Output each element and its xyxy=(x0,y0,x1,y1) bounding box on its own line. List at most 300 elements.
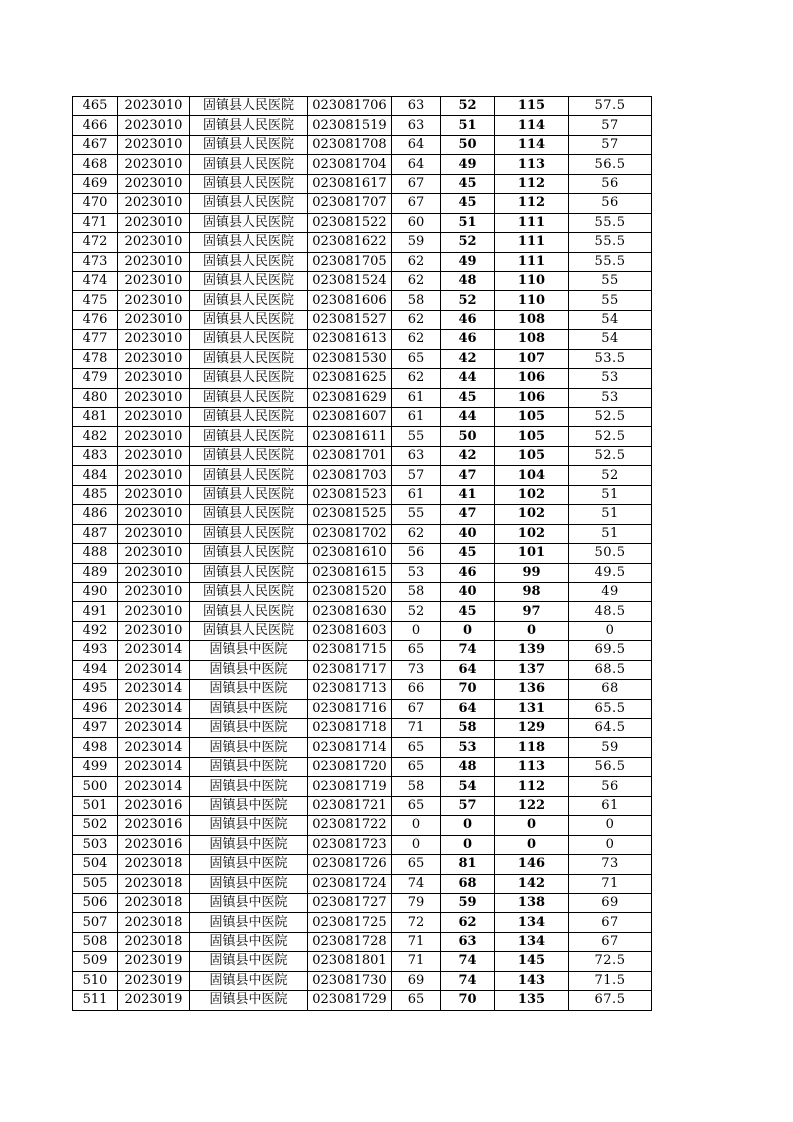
cell-average-score: 53.5 xyxy=(569,349,652,368)
cell-ticket-number: 023081702 xyxy=(308,524,392,543)
cell-unit: 固镇县人民医院 xyxy=(190,310,308,329)
cell-position-code: 2023010 xyxy=(118,485,190,504)
cell-ticket-number: 023081728 xyxy=(308,932,392,951)
cell-unit: 固镇县中医院 xyxy=(190,699,308,718)
cell-ticket-number: 023081613 xyxy=(308,330,392,349)
cell-seq: 486 xyxy=(73,505,118,524)
cell-total-score: 135 xyxy=(495,991,569,1010)
cell-score-2: 44 xyxy=(441,408,495,427)
cell-score-1: 58 xyxy=(392,777,441,796)
table-row xyxy=(73,97,652,116)
table-row xyxy=(73,738,652,757)
cell-total-score: 110 xyxy=(495,291,569,310)
table-row xyxy=(73,893,652,912)
cell-average-score: 72.5 xyxy=(569,952,652,971)
cell-total-score: 112 xyxy=(495,174,569,193)
cell-score-2: 45 xyxy=(441,602,495,621)
cell-score-1: 0 xyxy=(392,835,441,854)
cell-score-1: 53 xyxy=(392,563,441,582)
cell-total-score: 97 xyxy=(495,602,569,621)
cell-ticket-number: 023081524 xyxy=(308,271,392,290)
cell-total-score: 143 xyxy=(495,971,569,990)
cell-total-score: 102 xyxy=(495,524,569,543)
cell-score-1: 69 xyxy=(392,971,441,990)
cell-score-2: 52 xyxy=(441,233,495,252)
cell-average-score: 53 xyxy=(569,388,652,407)
cell-position-code: 2023018 xyxy=(118,913,190,932)
cell-position-code: 2023016 xyxy=(118,816,190,835)
cell-unit: 固镇县中医院 xyxy=(190,738,308,757)
cell-unit: 固镇县人民医院 xyxy=(190,408,308,427)
cell-unit: 固镇县中医院 xyxy=(190,777,308,796)
cell-unit: 固镇县人民医院 xyxy=(190,174,308,193)
cell-unit: 固镇县人民医院 xyxy=(190,155,308,174)
cell-score-2: 40 xyxy=(441,582,495,601)
cell-position-code: 2023010 xyxy=(118,349,190,368)
cell-total-score: 122 xyxy=(495,796,569,815)
cell-total-score: 0 xyxy=(495,835,569,854)
cell-ticket-number: 023081610 xyxy=(308,544,392,563)
cell-score-2: 64 xyxy=(441,699,495,718)
cell-average-score: 54 xyxy=(569,310,652,329)
cell-total-score: 114 xyxy=(495,135,569,154)
table-row xyxy=(73,971,652,990)
cell-average-score: 56.5 xyxy=(569,155,652,174)
cell-ticket-number: 023081530 xyxy=(308,349,392,368)
cell-average-score: 52.5 xyxy=(569,427,652,446)
cell-score-2: 0 xyxy=(441,621,495,640)
cell-position-code: 2023010 xyxy=(118,582,190,601)
cell-average-score: 56 xyxy=(569,777,652,796)
cell-ticket-number: 023081727 xyxy=(308,893,392,912)
cell-average-score: 61 xyxy=(569,796,652,815)
table-row xyxy=(73,777,652,796)
cell-unit: 固镇县中医院 xyxy=(190,660,308,679)
cell-ticket-number: 023081730 xyxy=(308,971,392,990)
cell-total-score: 104 xyxy=(495,466,569,485)
cell-position-code: 2023019 xyxy=(118,952,190,971)
cell-position-code: 2023019 xyxy=(118,971,190,990)
cell-ticket-number: 023081625 xyxy=(308,369,392,388)
table-row xyxy=(73,233,652,252)
cell-ticket-number: 023081723 xyxy=(308,835,392,854)
cell-average-score: 56.5 xyxy=(569,757,652,776)
cell-position-code: 2023010 xyxy=(118,174,190,193)
cell-score-2: 46 xyxy=(441,330,495,349)
cell-score-2: 46 xyxy=(441,310,495,329)
cell-score-1: 57 xyxy=(392,466,441,485)
cell-score-1: 0 xyxy=(392,816,441,835)
cell-score-2: 0 xyxy=(441,835,495,854)
table-row xyxy=(73,505,652,524)
cell-unit: 固镇县中医院 xyxy=(190,893,308,912)
cell-score-1: 73 xyxy=(392,660,441,679)
cell-seq: 509 xyxy=(73,952,118,971)
cell-unit: 固镇县中医院 xyxy=(190,796,308,815)
cell-average-score: 52 xyxy=(569,466,652,485)
cell-score-2: 63 xyxy=(441,932,495,951)
cell-average-score: 52.5 xyxy=(569,446,652,465)
cell-score-1: 65 xyxy=(392,641,441,660)
cell-ticket-number: 023081704 xyxy=(308,155,392,174)
cell-position-code: 2023010 xyxy=(118,505,190,524)
table-row xyxy=(73,252,652,271)
cell-average-score: 0 xyxy=(569,621,652,640)
cell-seq: 505 xyxy=(73,874,118,893)
table-row xyxy=(73,116,652,135)
cell-total-score: 106 xyxy=(495,388,569,407)
cell-seq: 494 xyxy=(73,660,118,679)
cell-average-score: 71.5 xyxy=(569,971,652,990)
cell-average-score: 73 xyxy=(569,855,652,874)
cell-position-code: 2023018 xyxy=(118,855,190,874)
cell-unit: 固镇县人民医院 xyxy=(190,97,308,116)
cell-score-2: 50 xyxy=(441,427,495,446)
cell-seq: 480 xyxy=(73,388,118,407)
cell-unit: 固镇县中医院 xyxy=(190,816,308,835)
cell-position-code: 2023018 xyxy=(118,874,190,893)
cell-position-code: 2023010 xyxy=(118,602,190,621)
cell-score-1: 66 xyxy=(392,680,441,699)
cell-score-2: 62 xyxy=(441,913,495,932)
cell-position-code: 2023010 xyxy=(118,427,190,446)
table-row xyxy=(73,660,652,679)
cell-ticket-number: 023081523 xyxy=(308,485,392,504)
cell-seq: 500 xyxy=(73,777,118,796)
cell-seq: 484 xyxy=(73,466,118,485)
cell-average-score: 65.5 xyxy=(569,699,652,718)
cell-total-score: 113 xyxy=(495,155,569,174)
cell-score-1: 55 xyxy=(392,505,441,524)
table-row xyxy=(73,699,652,718)
table-row xyxy=(73,524,652,543)
cell-unit: 固镇县人民医院 xyxy=(190,427,308,446)
cell-ticket-number: 023081701 xyxy=(308,446,392,465)
cell-seq: 479 xyxy=(73,369,118,388)
cell-average-score: 68.5 xyxy=(569,660,652,679)
cell-score-2: 51 xyxy=(441,213,495,232)
cell-score-2: 68 xyxy=(441,874,495,893)
cell-unit: 固镇县人民医院 xyxy=(190,330,308,349)
cell-score-2: 40 xyxy=(441,524,495,543)
cell-unit: 固镇县人民医院 xyxy=(190,582,308,601)
cell-score-2: 59 xyxy=(441,893,495,912)
cell-ticket-number: 023081725 xyxy=(308,913,392,932)
cell-ticket-number: 023081718 xyxy=(308,719,392,738)
table-row xyxy=(73,310,652,329)
cell-ticket-number: 023081720 xyxy=(308,757,392,776)
cell-total-score: 101 xyxy=(495,544,569,563)
table-row xyxy=(73,835,652,854)
table-row xyxy=(73,855,652,874)
cell-score-1: 71 xyxy=(392,952,441,971)
table-row xyxy=(73,719,652,738)
cell-score-2: 64 xyxy=(441,660,495,679)
cell-ticket-number: 023081801 xyxy=(308,952,392,971)
cell-average-score: 55.5 xyxy=(569,252,652,271)
table-row xyxy=(73,388,652,407)
cell-score-2: 48 xyxy=(441,271,495,290)
cell-unit: 固镇县人民医院 xyxy=(190,602,308,621)
cell-average-score: 52.5 xyxy=(569,408,652,427)
cell-score-1: 62 xyxy=(392,330,441,349)
cell-position-code: 2023014 xyxy=(118,719,190,738)
cell-total-score: 102 xyxy=(495,505,569,524)
cell-score-1: 63 xyxy=(392,116,441,135)
cell-unit: 固镇县人民医院 xyxy=(190,135,308,154)
cell-seq: 478 xyxy=(73,349,118,368)
cell-unit: 固镇县中医院 xyxy=(190,932,308,951)
cell-score-2: 52 xyxy=(441,291,495,310)
table-row xyxy=(73,796,652,815)
cell-total-score: 142 xyxy=(495,874,569,893)
cell-ticket-number: 023081607 xyxy=(308,408,392,427)
cell-unit: 固镇县人民医院 xyxy=(190,485,308,504)
cell-score-2: 74 xyxy=(441,971,495,990)
cell-seq: 476 xyxy=(73,310,118,329)
cell-score-1: 67 xyxy=(392,174,441,193)
cell-score-2: 70 xyxy=(441,991,495,1010)
table-row xyxy=(73,932,652,951)
cell-score-2: 49 xyxy=(441,252,495,271)
table-row xyxy=(73,563,652,582)
cell-unit: 固镇县人民医院 xyxy=(190,466,308,485)
cell-seq: 473 xyxy=(73,252,118,271)
cell-score-1: 64 xyxy=(392,135,441,154)
cell-unit: 固镇县人民医院 xyxy=(190,369,308,388)
cell-score-1: 65 xyxy=(392,855,441,874)
cell-average-score: 67 xyxy=(569,932,652,951)
cell-score-1: 63 xyxy=(392,446,441,465)
cell-total-score: 112 xyxy=(495,777,569,796)
cell-total-score: 138 xyxy=(495,893,569,912)
cell-score-2: 44 xyxy=(441,369,495,388)
cell-ticket-number: 023081729 xyxy=(308,991,392,1010)
cell-score-1: 58 xyxy=(392,291,441,310)
cell-average-score: 51 xyxy=(569,524,652,543)
cell-position-code: 2023010 xyxy=(118,408,190,427)
cell-unit: 固镇县人民医院 xyxy=(190,271,308,290)
cell-average-score: 54 xyxy=(569,330,652,349)
cell-seq: 475 xyxy=(73,291,118,310)
cell-ticket-number: 023081630 xyxy=(308,602,392,621)
table-row xyxy=(73,641,652,660)
cell-seq: 487 xyxy=(73,524,118,543)
table-body xyxy=(73,97,652,1011)
cell-score-2: 47 xyxy=(441,505,495,524)
cell-seq: 502 xyxy=(73,816,118,835)
cell-seq: 497 xyxy=(73,719,118,738)
cell-ticket-number: 023081611 xyxy=(308,427,392,446)
cell-score-2: 51 xyxy=(441,116,495,135)
cell-average-score: 48.5 xyxy=(569,602,652,621)
cell-score-1: 64 xyxy=(392,155,441,174)
cell-average-score: 57 xyxy=(569,116,652,135)
cell-total-score: 113 xyxy=(495,757,569,776)
cell-seq: 488 xyxy=(73,544,118,563)
cell-score-2: 45 xyxy=(441,544,495,563)
table-row xyxy=(73,213,652,232)
cell-score-1: 65 xyxy=(392,349,441,368)
cell-position-code: 2023010 xyxy=(118,446,190,465)
cell-score-1: 62 xyxy=(392,271,441,290)
cell-seq: 511 xyxy=(73,991,118,1010)
cell-seq: 490 xyxy=(73,582,118,601)
cell-score-1: 55 xyxy=(392,427,441,446)
cell-average-score: 0 xyxy=(569,835,652,854)
cell-seq: 492 xyxy=(73,621,118,640)
cell-position-code: 2023014 xyxy=(118,738,190,757)
cell-position-code: 2023014 xyxy=(118,777,190,796)
cell-average-score: 57 xyxy=(569,135,652,154)
cell-average-score: 49.5 xyxy=(569,563,652,582)
cell-unit: 固镇县人民医院 xyxy=(190,505,308,524)
cell-average-score: 56 xyxy=(569,174,652,193)
cell-score-2: 74 xyxy=(441,952,495,971)
cell-total-score: 110 xyxy=(495,271,569,290)
cell-ticket-number: 023081706 xyxy=(308,97,392,116)
cell-score-1: 74 xyxy=(392,874,441,893)
cell-average-score: 55 xyxy=(569,271,652,290)
cell-unit: 固镇县人民医院 xyxy=(190,388,308,407)
cell-score-1: 62 xyxy=(392,310,441,329)
cell-score-2: 0 xyxy=(441,816,495,835)
cell-unit: 固镇县人民医院 xyxy=(190,621,308,640)
cell-total-score: 99 xyxy=(495,563,569,582)
cell-unit: 固镇县中医院 xyxy=(190,680,308,699)
cell-score-1: 71 xyxy=(392,932,441,951)
table-row xyxy=(73,135,652,154)
cell-score-2: 58 xyxy=(441,719,495,738)
cell-total-score: 145 xyxy=(495,952,569,971)
cell-seq: 466 xyxy=(73,116,118,135)
cell-position-code: 2023010 xyxy=(118,524,190,543)
cell-ticket-number: 023081615 xyxy=(308,563,392,582)
cell-position-code: 2023010 xyxy=(118,310,190,329)
cell-total-score: 111 xyxy=(495,233,569,252)
cell-average-score: 57.5 xyxy=(569,97,652,116)
cell-score-2: 42 xyxy=(441,349,495,368)
cell-unit: 固镇县中医院 xyxy=(190,952,308,971)
cell-score-2: 42 xyxy=(441,446,495,465)
cell-total-score: 134 xyxy=(495,932,569,951)
cell-total-score: 139 xyxy=(495,641,569,660)
cell-seq: 496 xyxy=(73,699,118,718)
cell-score-1: 72 xyxy=(392,913,441,932)
cell-total-score: 146 xyxy=(495,855,569,874)
cell-position-code: 2023016 xyxy=(118,796,190,815)
cell-score-2: 74 xyxy=(441,641,495,660)
cell-seq: 489 xyxy=(73,563,118,582)
cell-unit: 固镇县人民医院 xyxy=(190,544,308,563)
cell-position-code: 2023010 xyxy=(118,466,190,485)
cell-average-score: 0 xyxy=(569,816,652,835)
cell-seq: 508 xyxy=(73,932,118,951)
cell-position-code: 2023010 xyxy=(118,291,190,310)
table-row xyxy=(73,757,652,776)
cell-score-1: 59 xyxy=(392,233,441,252)
cell-score-2: 41 xyxy=(441,485,495,504)
cell-unit: 固镇县中医院 xyxy=(190,991,308,1010)
cell-ticket-number: 023081622 xyxy=(308,233,392,252)
cell-ticket-number: 023081716 xyxy=(308,699,392,718)
cell-unit: 固镇县中医院 xyxy=(190,855,308,874)
cell-score-2: 57 xyxy=(441,796,495,815)
cell-ticket-number: 023081603 xyxy=(308,621,392,640)
cell-seq: 498 xyxy=(73,738,118,757)
cell-total-score: 105 xyxy=(495,427,569,446)
cell-score-1: 67 xyxy=(392,699,441,718)
cell-score-1: 79 xyxy=(392,893,441,912)
cell-seq: 465 xyxy=(73,97,118,116)
cell-score-2: 81 xyxy=(441,855,495,874)
table-row xyxy=(73,602,652,621)
cell-position-code: 2023018 xyxy=(118,932,190,951)
cell-total-score: 111 xyxy=(495,252,569,271)
cell-total-score: 102 xyxy=(495,485,569,504)
cell-total-score: 105 xyxy=(495,408,569,427)
cell-score-1: 61 xyxy=(392,485,441,504)
cell-unit: 固镇县人民医院 xyxy=(190,213,308,232)
cell-score-1: 71 xyxy=(392,719,441,738)
table-row xyxy=(73,680,652,699)
cell-score-2: 45 xyxy=(441,174,495,193)
cell-total-score: 136 xyxy=(495,680,569,699)
cell-seq: 470 xyxy=(73,194,118,213)
cell-unit: 固镇县人民医院 xyxy=(190,563,308,582)
cell-ticket-number: 023081708 xyxy=(308,135,392,154)
cell-unit: 固镇县中医院 xyxy=(190,719,308,738)
cell-seq: 481 xyxy=(73,408,118,427)
cell-position-code: 2023014 xyxy=(118,641,190,660)
cell-score-2: 54 xyxy=(441,777,495,796)
cell-ticket-number: 023081721 xyxy=(308,796,392,815)
table-row xyxy=(73,330,652,349)
table-row xyxy=(73,544,652,563)
cell-score-1: 58 xyxy=(392,582,441,601)
cell-seq: 491 xyxy=(73,602,118,621)
cell-score-2: 46 xyxy=(441,563,495,582)
cell-score-1: 56 xyxy=(392,544,441,563)
table-row xyxy=(73,952,652,971)
cell-ticket-number: 023081606 xyxy=(308,291,392,310)
cell-score-2: 50 xyxy=(441,135,495,154)
cell-total-score: 114 xyxy=(495,116,569,135)
cell-score-1: 62 xyxy=(392,252,441,271)
cell-ticket-number: 023081703 xyxy=(308,466,392,485)
cell-position-code: 2023010 xyxy=(118,563,190,582)
cell-score-1: 65 xyxy=(392,757,441,776)
cell-total-score: 108 xyxy=(495,310,569,329)
cell-unit: 固镇县人民医院 xyxy=(190,524,308,543)
cell-total-score: 0 xyxy=(495,816,569,835)
cell-seq: 504 xyxy=(73,855,118,874)
cell-position-code: 2023010 xyxy=(118,271,190,290)
cell-average-score: 68 xyxy=(569,680,652,699)
cell-ticket-number: 023081726 xyxy=(308,855,392,874)
table-row xyxy=(73,194,652,213)
cell-ticket-number: 023081522 xyxy=(308,213,392,232)
cell-position-code: 2023016 xyxy=(118,835,190,854)
cell-unit: 固镇县人民医院 xyxy=(190,291,308,310)
cell-score-1: 65 xyxy=(392,738,441,757)
table-row xyxy=(73,427,652,446)
cell-position-code: 2023014 xyxy=(118,757,190,776)
cell-seq: 503 xyxy=(73,835,118,854)
cell-unit: 固镇县人民医院 xyxy=(190,252,308,271)
cell-ticket-number: 023081527 xyxy=(308,310,392,329)
cell-unit: 固镇县中医院 xyxy=(190,641,308,660)
